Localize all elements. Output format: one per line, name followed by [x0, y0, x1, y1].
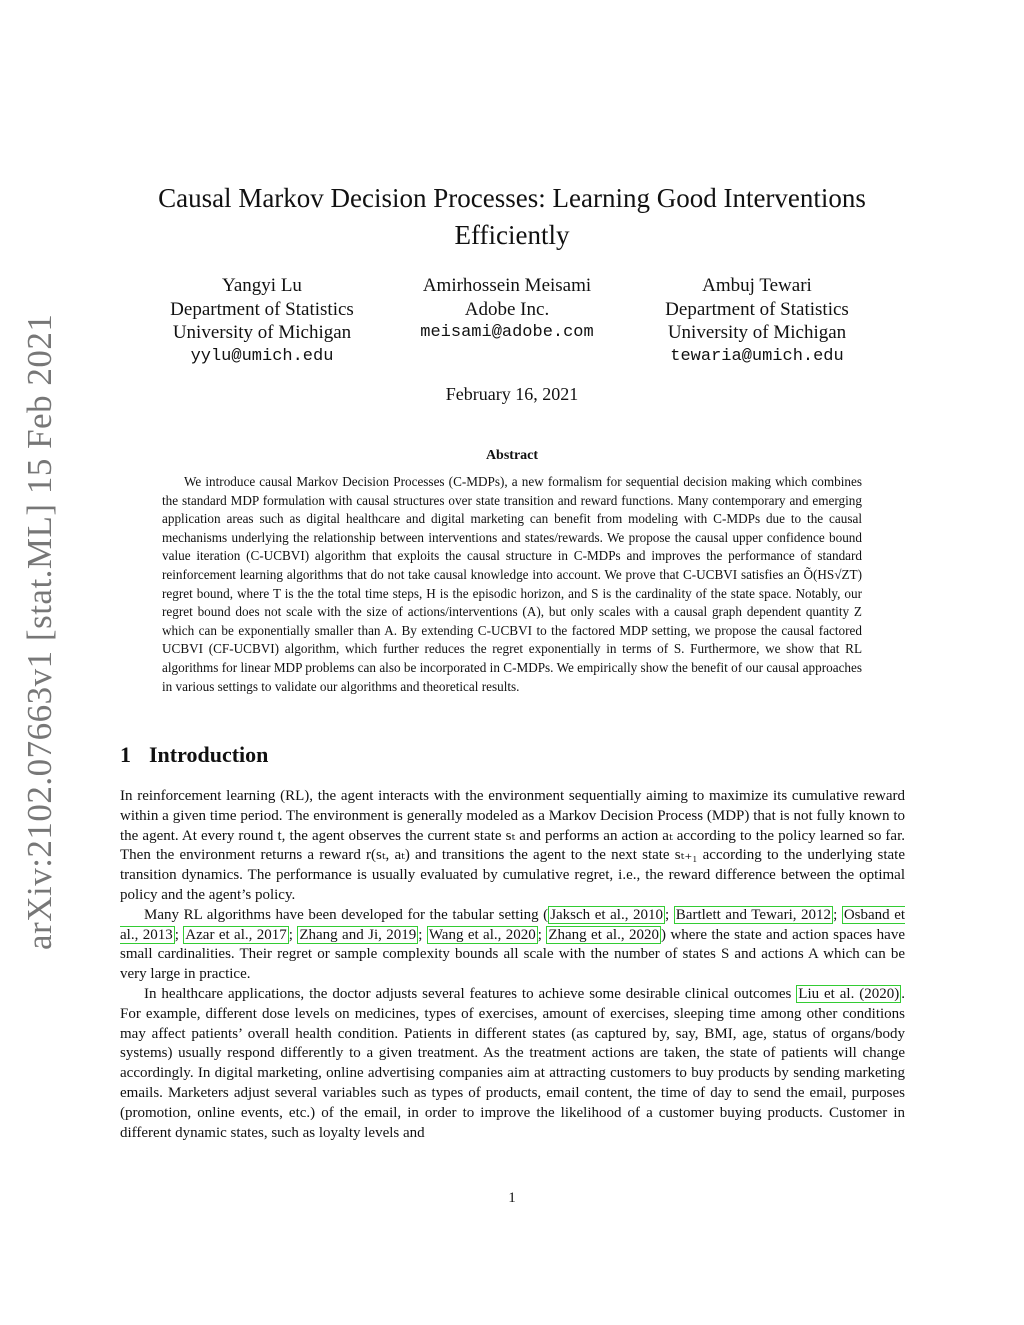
introduction-body	[120, 787, 905, 1143]
section-number: 1	[120, 742, 131, 767]
citation-link[interactable]: Azar et al., 2017	[185, 926, 287, 943]
author-block	[390, 274, 624, 345]
author-block	[640, 274, 874, 368]
author-email[interactable]: tewaria@umich.edu	[670, 346, 844, 366]
author-email[interactable]: yylu@umich.edu	[190, 346, 334, 366]
paper-title: Causal Markov Decision Processes: Learning Good Interventions Efficiently	[158, 183, 866, 250]
text-run: ) where the state and action spaces have small cardinalities. Their regret or sample complexity bounds all scale with the number of states S and actions A which can be very large in practice.	[120, 926, 905, 983]
author-name: Ambuj Tewari	[702, 275, 812, 296]
citation-link[interactable]: Osband et al., 2013	[120, 906, 906, 943]
text-run: Many RL algorithms have been developed for the tabular setting (	[144, 906, 549, 923]
citation-link[interactable]: Zhang et al., 2020	[548, 926, 659, 943]
author-department: Department of Statistics	[665, 298, 849, 320]
author-email[interactable]: meisami@adobe.com	[420, 323, 594, 342]
author-institution: University of Michigan	[172, 322, 352, 343]
arxiv-identifier: arXiv:2102.07663v1 [stat.ML] 15 Feb 2021	[20, 313, 59, 950]
abstract-heading: Abstract	[485, 448, 539, 463]
section-heading	[120, 742, 268, 768]
citation-link[interactable]: Bartlett and Tewari, 2012	[675, 906, 832, 923]
section-title: Introduction	[149, 742, 269, 767]
author-department: Department of Statistics	[170, 298, 354, 320]
author-block	[150, 274, 374, 368]
citation-link[interactable]: Jaksch et al., 2010	[550, 906, 664, 923]
text-run: In healthcare applications, the doctor adjusts several features to achieve some desirable clinical outcomes	[144, 985, 797, 1002]
citation-link[interactable]: Liu et al. (2020)	[798, 985, 900, 1002]
author-name: Yangyi Lu	[222, 275, 302, 296]
abstract-text: We introduce causal Markov Decision Processes (C-MDPs), a new formalism for sequential decision making which combines the standard MDP formulation with causal structures over state transition and reward functions. Many contemporary and emerging application areas such as digital healthcare and digital marketing can benefit from modeling with C-MDPs due to the causal mechanisms underlying the relationship between interventions and states/rewards. We propose the causal upper confidence bound value iteration (C-UCBVI) algorithm that exploits the causal structure in C-MDPs and improves the performance of standard reinforcement learning algorithms that do not take causal knowledge into account. We prove that C-UCBVI satisfies an Õ(HS√ZT) regret bound, where T is the the total time steps, H is the episodic horizon, and S is the cardinality of the state space. Notably, our regret bound does not scale with the size of actions/interventions (A), but only scales with a causal graph dependent quantity Z which can be exponentially smaller than A. By extending C-UCBVI to the factored MDP setting, we propose the causal factored UCBVI (CF-UCBVI) algorithm, which further reduces the regret exponentially in terms of S. Furthermore, we show that RL algorithms for linear MDP problems can also be incorporated in C-MDPs. We empirically show the benefit of our causal approaches in various settings to validate our algorithms and theoretical results.	[162, 474, 862, 694]
publication-date: February 16, 2021	[445, 384, 579, 404]
author-institution: University of Michigan	[667, 322, 847, 343]
author-department: Adobe Inc.	[464, 298, 550, 320]
paragraph	[120, 985, 905, 1143]
citation-link[interactable]: Zhang and Ji, 2019	[299, 926, 417, 943]
citation-link[interactable]: Wang et al., 2020	[428, 926, 536, 943]
paragraph: Many RL algorithms have been developed for the tabular setting ( Jaksch et al., 2010 ; Bartlett and Tewari, 2012 ; Osband et al., 2013 ; Azar et al., 2017 ; Zhang and Ji, 2019 ; Wang et al., 2020 ; Zhang et al., 2020 ) where the state and action spaces have small cardinalities. Their regret or sample complexity bounds all scale with the number of states S and actions A which can be very large in practice.	[120, 906, 906, 983]
paragraph: In reinforcement learning (RL), the agent interacts with the environment sequentially aiming to maximize its cumulative reward within a given time period. The environment is generally modeled as a Markov Decision Process (MDP) that is not fully known to the agent. At every round t, the agent observes the current state sₜ and performs an action aₜ according to the policy learned so far. Then the environment returns a reward r(sₜ, aₜ) and transitions the agent to the next state sₜ₊₁ according to the underlying state transition dynamics. The performance is usually evaluated by cumulative regret, i.e., the reward difference between the optimal policy and the agent’s policy.	[120, 788, 905, 903]
page-number: 1	[508, 1190, 516, 1206]
author-name: Amirhossein Meisami	[422, 275, 592, 296]
text-run: . For example, different dose levels on medicines, types of exercises, amount of exercises, sleeping time among other conditions may affect patients’ overall health condition. Patients in different states (as captured by, say, BMI, age, status of organs/body systems) usually respond differently to a given treatment. As the treatment actions are taken, the state of patients will change accordingly. In digital marketing, online advertising companies aim at attracting customers to buy products by sending marketing emails. Marketers adjust several variables such as types of products, email content, the time of day to send the email, purposes (promotion, online events, etc.) of the email, in order to improve the likelihood of a customer buying products. Customer in different dynamic states, such as loyalty levels and	[120, 985, 905, 1141]
